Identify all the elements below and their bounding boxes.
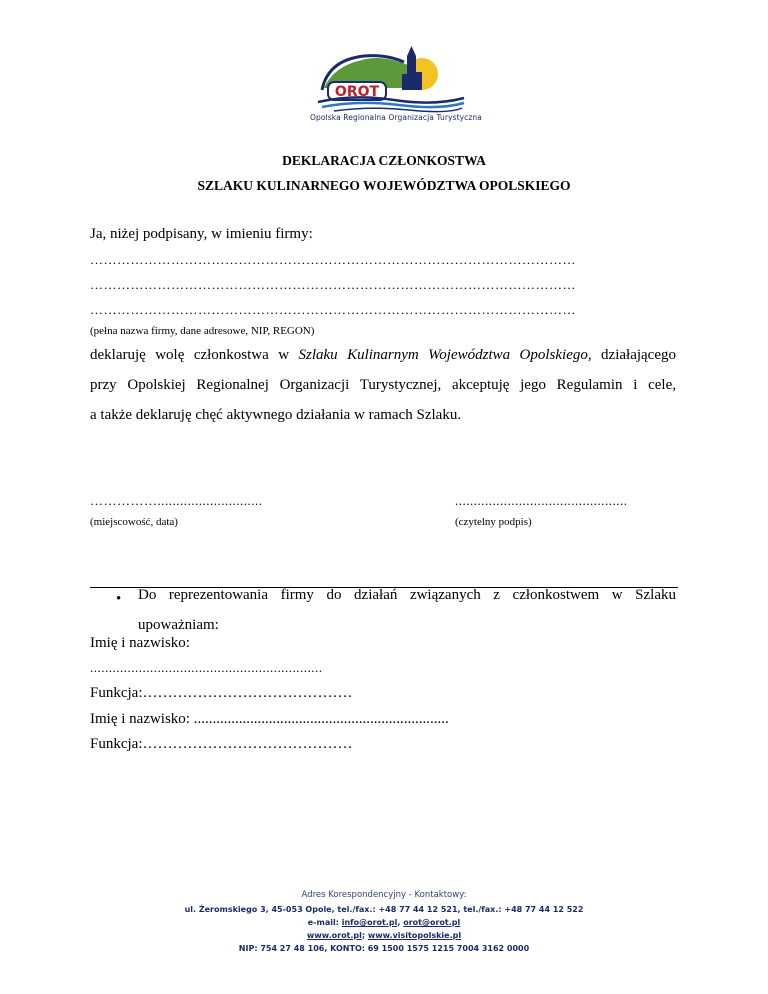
footer-address: ul. Żeromskiego 3, 45-053 Opole, tel./fax.: +48 77 44 12 521, tel./fax.: +48 77 44 12 522 [184, 905, 584, 914]
trail-name: Szlaku Kulinarnym Województwa Opolskiego [298, 347, 588, 363]
place-date-field[interactable]: ……………............................ [90, 493, 263, 508]
email-link-orot[interactable]: orot@orot.pl [403, 918, 461, 927]
signature-field[interactable]: .............................................. [455, 493, 628, 508]
logo-tagline: Opolska Regionalna Organizacja Turystyczna [310, 113, 482, 122]
intro-label: Ja, niżej podpisany, w imieniu firmy: [90, 226, 313, 242]
representative-1-name-label: Imię i nazwisko: [90, 635, 190, 651]
declaration-line-1: deklaruję wolę członkostwa w Szlaku Kulinarnym Województwa Opolskiego, działającego [90, 347, 676, 363]
footer-heading: Adres Korespondencyjny - Kontaktowy: [301, 890, 467, 900]
declaration-line-2: przy Opolskiej Regionalnej Organizacji Turystycznej, akceptuję jego Regulamin i cele, [90, 377, 676, 393]
representatives-intro-line-1: Do reprezentowania firmy do działań związanych z członkostwem w Szlaku [138, 587, 676, 603]
document-title: DEKLARACJA CZŁONKOSTWA [282, 153, 486, 168]
company-name-line-2[interactable]: ……………………………………………………………………………………………… [90, 277, 576, 292]
footer-websites: www.orot.pl; www.visitopolskie.pl [306, 931, 462, 940]
place-date-label: (miejscowość, data) [90, 516, 178, 528]
email-link-info[interactable]: info@orot.pl [341, 918, 398, 927]
website-link-orot[interactable]: www.orot.pl [306, 931, 362, 940]
representative-1-name-field[interactable]: .............................................................. [90, 660, 323, 675]
representative-1-role-field[interactable]: Funkcja:…………………………………… [90, 685, 353, 701]
document-subtitle: SZLAKU KULINARNEGO WOJEWÓDZTWA OPOLSKIEGO [197, 178, 571, 193]
logo-wordmark: OROT [334, 84, 380, 100]
representative-2-name-field[interactable]: Imię i nazwisko: .................................................................... [90, 711, 449, 727]
declaration-paragraph [90, 340, 676, 430]
declaration-line-3: a także deklaruję chęć aktywnego działania w ramach Szlaku. [90, 407, 462, 423]
representative-2-role-field[interactable]: Funkcja:…………………………………… [90, 736, 353, 752]
website-link-visitopolskie[interactable]: www.visitopolskie.pl [367, 931, 462, 940]
footer-email: e-mail: info@orot.pl, orot@orot.pl [307, 918, 461, 927]
company-field-hint: (pełna nazwa firmy, dane adresowe, NIP, REGON) [90, 325, 315, 337]
bullet-icon: • [116, 591, 122, 607]
footer-bank-details: NIP: 754 27 48 106, KONTO: 69 1500 1575 1215 7004 3162 0000 [238, 944, 530, 953]
company-name-line-1[interactable]: ……………………………………………………………………………………………… [90, 252, 576, 267]
representatives-intro [138, 580, 676, 640]
signature-label: (czytelny podpis) [455, 516, 532, 528]
representatives-intro-line-2: upoważniam: [138, 617, 219, 633]
company-name-line-3[interactable]: ……………………………………………………………………………………………… [90, 302, 576, 317]
